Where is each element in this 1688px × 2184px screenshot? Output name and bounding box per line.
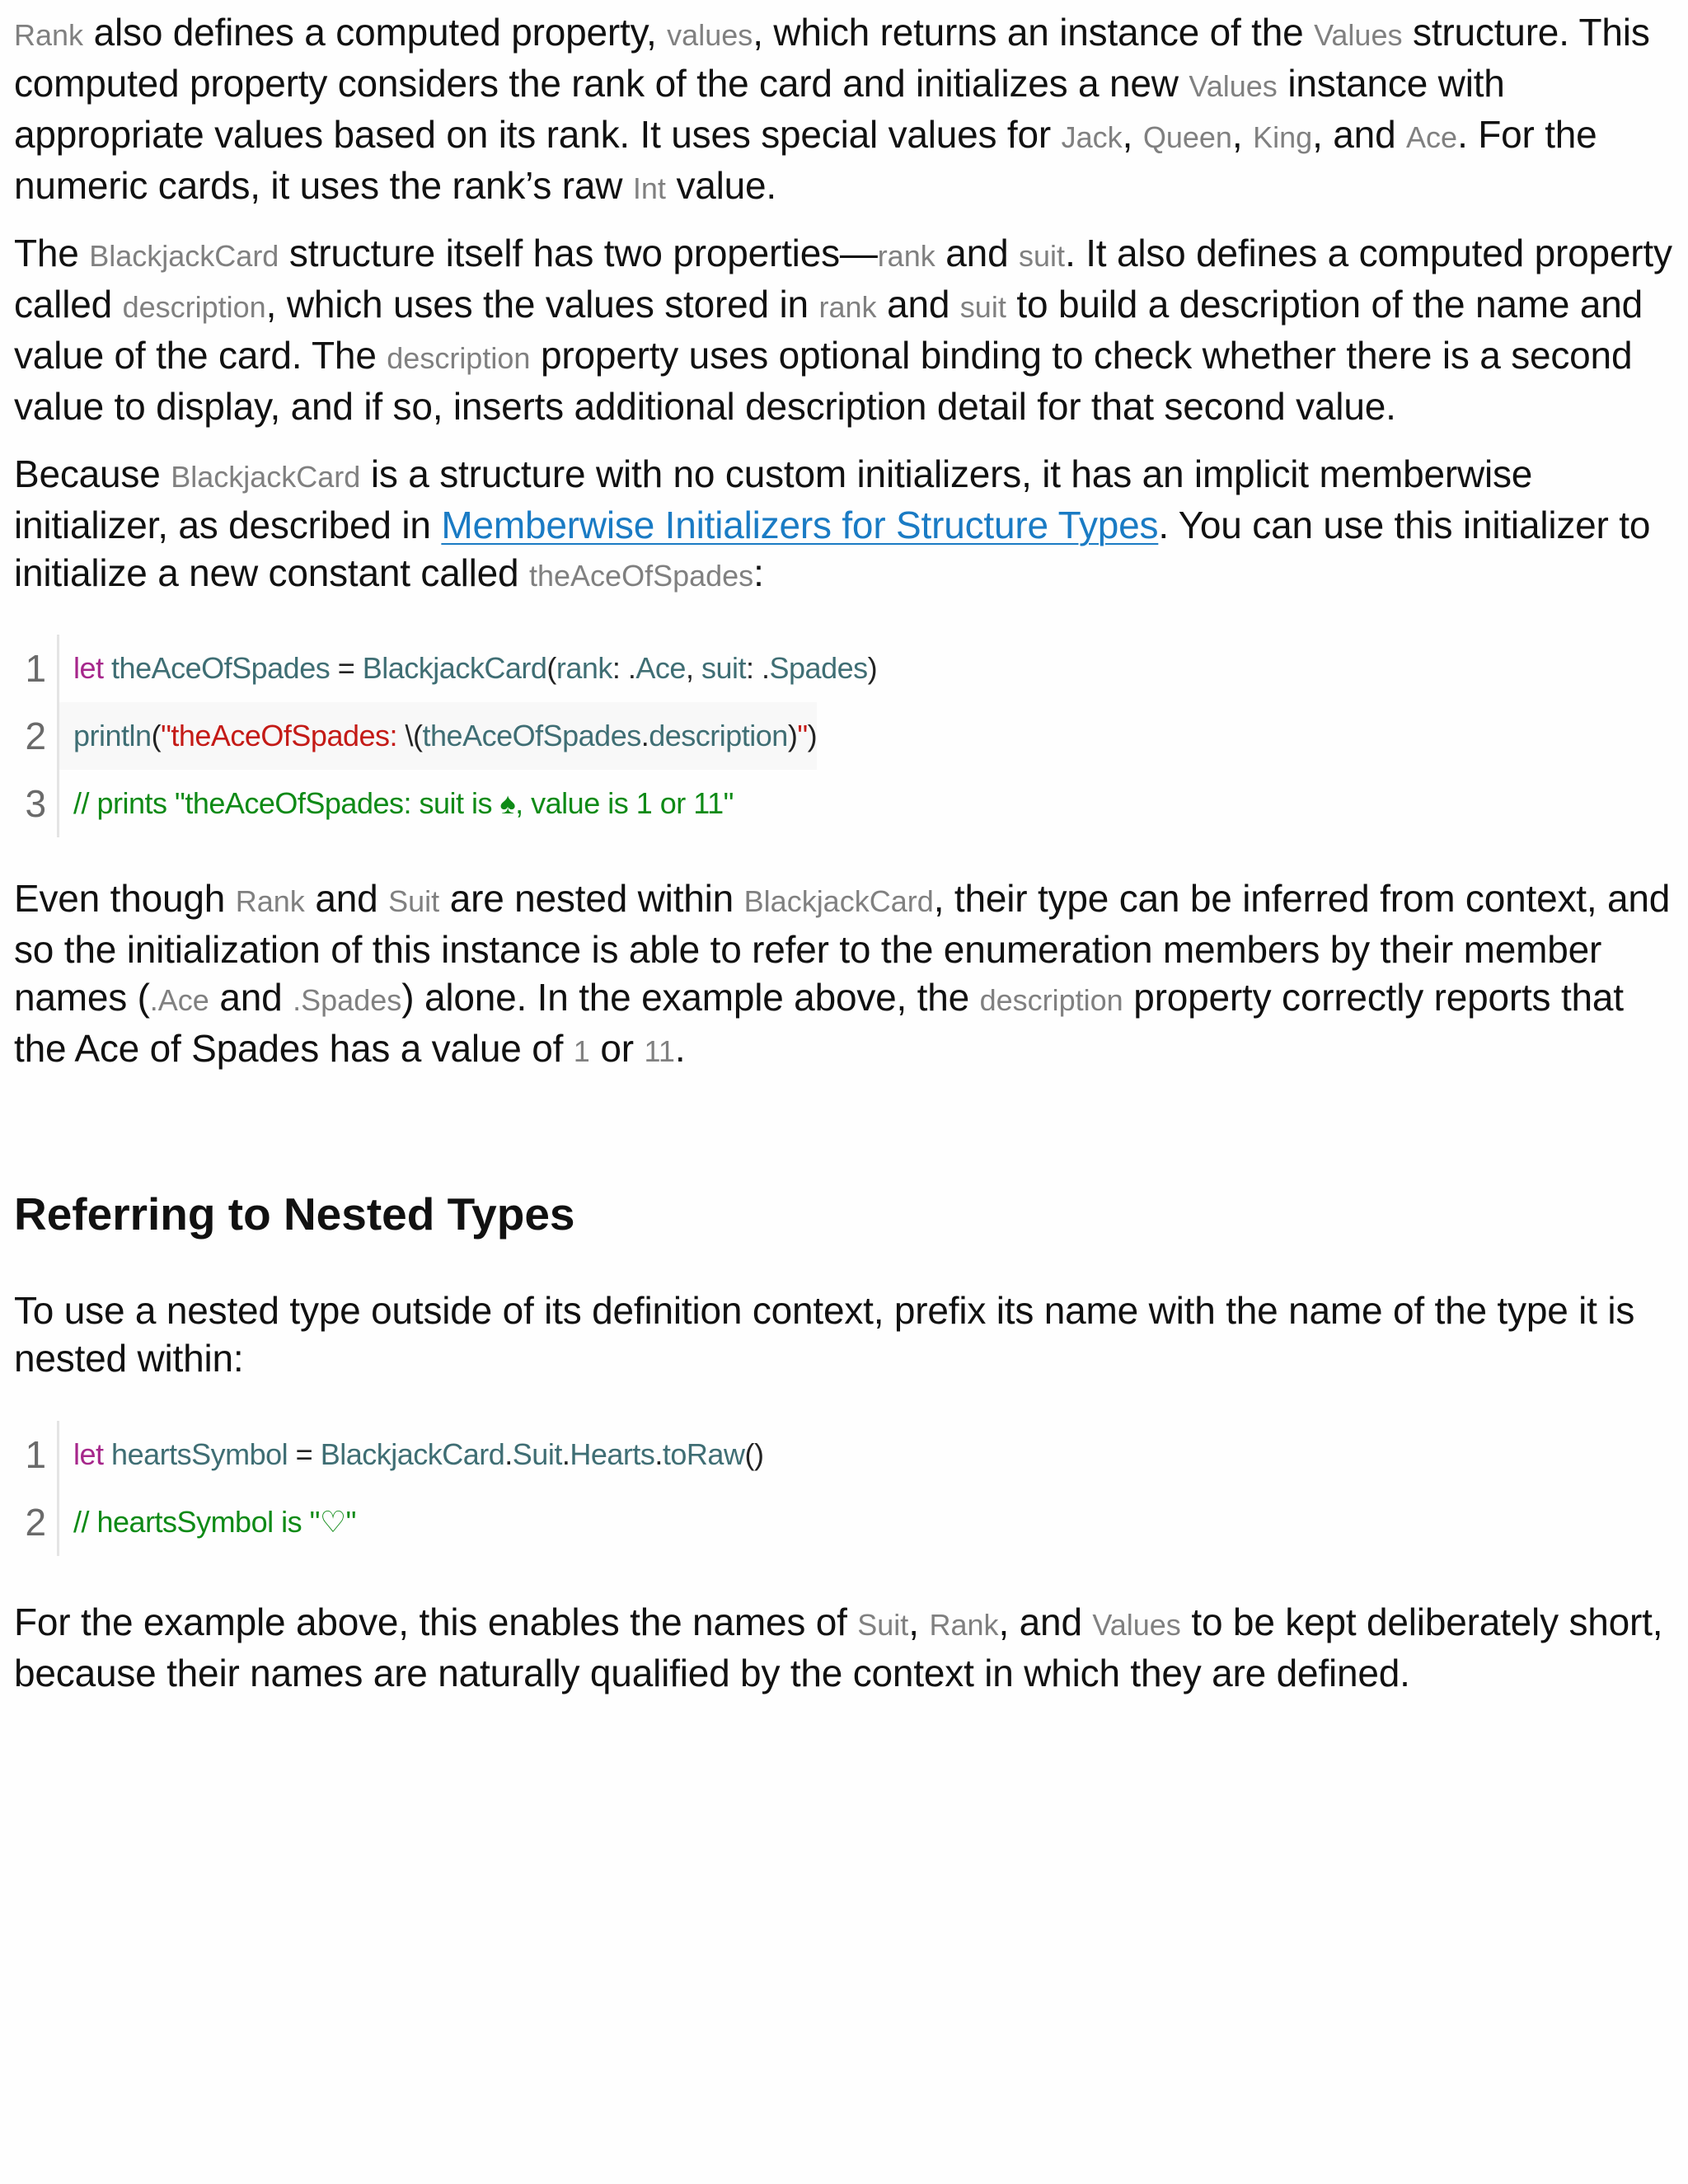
inline-code: Suit <box>857 1608 909 1642</box>
code-text <box>57 1488 356 1556</box>
punct: ) <box>807 719 818 752</box>
text: structure. This computed property considers the rank of the card and initializes a new <box>14 11 1650 105</box>
code-line <box>14 1488 1671 1556</box>
inline-code: Rank <box>14 18 84 52</box>
identifier: theAceOfSpades <box>422 719 641 752</box>
inline-code: description <box>387 341 531 375</box>
paragraph-blackjackcard-properties <box>14 229 1679 430</box>
gutter-rule <box>57 770 59 837</box>
text: , their type can be inferred from context, and so the initialization of this instance is able to refer to the enumeration members by their member names ( <box>14 877 1671 1019</box>
line-number: 2 <box>25 1501 46 1544</box>
identifier: theAceOfSpades <box>111 651 331 685</box>
identifier: Suit <box>512 1437 562 1471</box>
inline-code: Queen <box>1142 120 1232 154</box>
paragraph-naming-summary <box>14 1598 1679 1697</box>
gutter-rule <box>57 702 59 770</box>
text: To use a nested type outside of its definition context, prefix its name with the name of the type it is nested within: <box>14 1289 1635 1380</box>
punct: : . <box>746 651 770 685</box>
keyword: let <box>73 651 104 685</box>
inline-code: .Spades <box>293 983 402 1017</box>
punct: . <box>561 1437 570 1471</box>
inline-code: King <box>1253 120 1313 154</box>
punct: , <box>685 651 701 685</box>
text: The <box>14 232 90 274</box>
inline-code: BlackjackCard <box>89 239 279 273</box>
text: ) alone. In the example above, the <box>401 976 980 1019</box>
text: , and <box>998 1601 1093 1643</box>
text: For the example above, this enables the names of <box>14 1601 858 1643</box>
inline-code: Values <box>1314 18 1403 52</box>
identifier: Hearts <box>570 1437 655 1471</box>
identifier: description <box>649 719 788 752</box>
inline-code: Jack <box>1061 120 1123 154</box>
string: "theAceOfSpades: <box>161 719 406 752</box>
punct: ) <box>787 719 798 752</box>
text: value. <box>665 164 777 207</box>
text: to build a description of the name and value of the card. The <box>14 283 1643 377</box>
inline-code: Rank <box>235 884 305 918</box>
gutter-rule <box>57 1421 59 1488</box>
code-text <box>57 702 817 770</box>
inline-code: rank <box>877 239 935 273</box>
punct: ( <box>151 719 162 752</box>
text: to be kept deliberately short, because their names are naturally qualified by the context in which they are defined. <box>14 1601 1663 1694</box>
section-heading: Referring to Nested Types <box>14 1188 575 1240</box>
inline-code: Int <box>632 171 666 205</box>
identifier: rank <box>556 651 612 685</box>
punct: . <box>654 1437 663 1471</box>
text <box>104 1437 112 1471</box>
identifier: Spades <box>769 651 868 685</box>
inline-code: BlackjackCard <box>171 460 361 494</box>
text: , which returns an instance of the <box>753 11 1315 54</box>
identifier: BlackjackCard <box>320 1437 505 1471</box>
text: property correctly reports that the Ace of Spades has a value of <box>14 976 1624 1070</box>
text: , and <box>1312 113 1407 156</box>
gutter-rule <box>57 1488 59 1556</box>
punct: = <box>330 651 363 685</box>
text: , <box>1122 113 1143 156</box>
paragraph-memberwise-initializer <box>14 450 1679 600</box>
code-text <box>57 635 877 702</box>
text: Because <box>14 452 171 495</box>
code-line <box>14 1421 1671 1488</box>
text: , <box>1231 113 1254 156</box>
code-text <box>57 770 734 837</box>
text: and <box>209 976 293 1019</box>
text: and <box>935 232 1020 274</box>
inline-code: Ace <box>1406 120 1458 154</box>
punct: ) <box>867 651 878 685</box>
inline-code: rank <box>818 290 877 324</box>
code-block-ace-of-spades <box>14 635 1671 837</box>
identifier: suit <box>701 651 746 685</box>
punct: \( <box>405 719 423 752</box>
gutter-rule <box>57 635 59 702</box>
string: " <box>797 719 808 752</box>
inline-code: description <box>122 290 266 324</box>
text: also defines a computed property, <box>83 11 668 54</box>
line-number: 2 <box>25 715 46 757</box>
keyword: let <box>73 1437 104 1471</box>
text: are nested within <box>439 877 744 920</box>
paragraph-nested-type-usage <box>14 1286 1679 1382</box>
text: and <box>876 283 960 326</box>
inline-code: BlackjackCard <box>743 884 934 918</box>
inline-code: Suit <box>388 884 440 918</box>
punct: . <box>504 1437 513 1471</box>
inline-code: suit <box>1019 239 1066 273</box>
inline-code: values <box>667 18 753 52</box>
inline-code: .Ace <box>149 983 209 1017</box>
text: . <box>674 1027 686 1070</box>
identifier: Ace <box>635 651 686 685</box>
text: property uses optional binding to check whether there is a second value to display, and if so, inserts additional description detail for that second value. <box>14 334 1633 428</box>
text: and <box>304 877 389 920</box>
text: instance with appropriate values based on its rank. It uses special values for <box>14 62 1505 156</box>
line-number: 3 <box>25 782 46 825</box>
comment: // prints "theAceOfSpades: suit is ♠, value is 1 or 11" <box>73 786 734 820</box>
text: . It also defines a computed property called <box>14 232 1672 326</box>
text: . You can use this initializer to initialize a new constant called <box>14 504 1651 594</box>
inline-code: suit <box>959 290 1006 324</box>
identifier: heartsSymbol <box>111 1437 288 1471</box>
text: or <box>589 1027 645 1070</box>
line-number: 1 <box>25 1433 46 1476</box>
text: : <box>753 551 764 594</box>
inline-code: theAceOfSpades <box>528 559 754 593</box>
paragraph-type-inference <box>14 874 1679 1076</box>
identifier: println <box>73 719 152 752</box>
inline-code: 1 <box>573 1034 590 1068</box>
paragraph-values-property <box>14 8 1679 213</box>
text <box>104 651 112 685</box>
code-line <box>14 770 1671 837</box>
comment: // heartsSymbol is "♡" <box>73 1505 356 1539</box>
code-text <box>57 1421 763 1488</box>
code-line <box>14 635 1671 702</box>
identifier: toRaw <box>662 1437 745 1471</box>
text: Even though <box>14 877 236 920</box>
punct: = <box>288 1437 321 1471</box>
inline-code: 11 <box>644 1034 675 1068</box>
text: is a structure with no custom initializers, it has an implicit memberwise initializer, as described in <box>14 452 1533 546</box>
text: . For the numeric cards, it uses the rank’s raw <box>14 113 1597 207</box>
code-block-hearts-symbol <box>14 1421 1671 1556</box>
punct: . <box>640 719 649 752</box>
punct: : . <box>612 651 636 685</box>
line-number: 1 <box>25 647 46 690</box>
inline-code: Values <box>1092 1608 1181 1642</box>
inline-code: Values <box>1189 69 1278 103</box>
punct: ( <box>546 651 556 685</box>
inline-code: Rank <box>929 1608 999 1642</box>
identifier: BlackjackCard <box>362 651 547 685</box>
punct: () <box>744 1437 764 1471</box>
memberwise-initializers-link[interactable]: Memberwise Initializers for Structure Types <box>441 504 1159 546</box>
code-line <box>14 702 1671 770</box>
text: , <box>908 1601 930 1643</box>
inline-code: description <box>979 983 1123 1017</box>
text: , which uses the values stored in <box>265 283 819 326</box>
text: structure itself has two properties— <box>279 232 878 274</box>
